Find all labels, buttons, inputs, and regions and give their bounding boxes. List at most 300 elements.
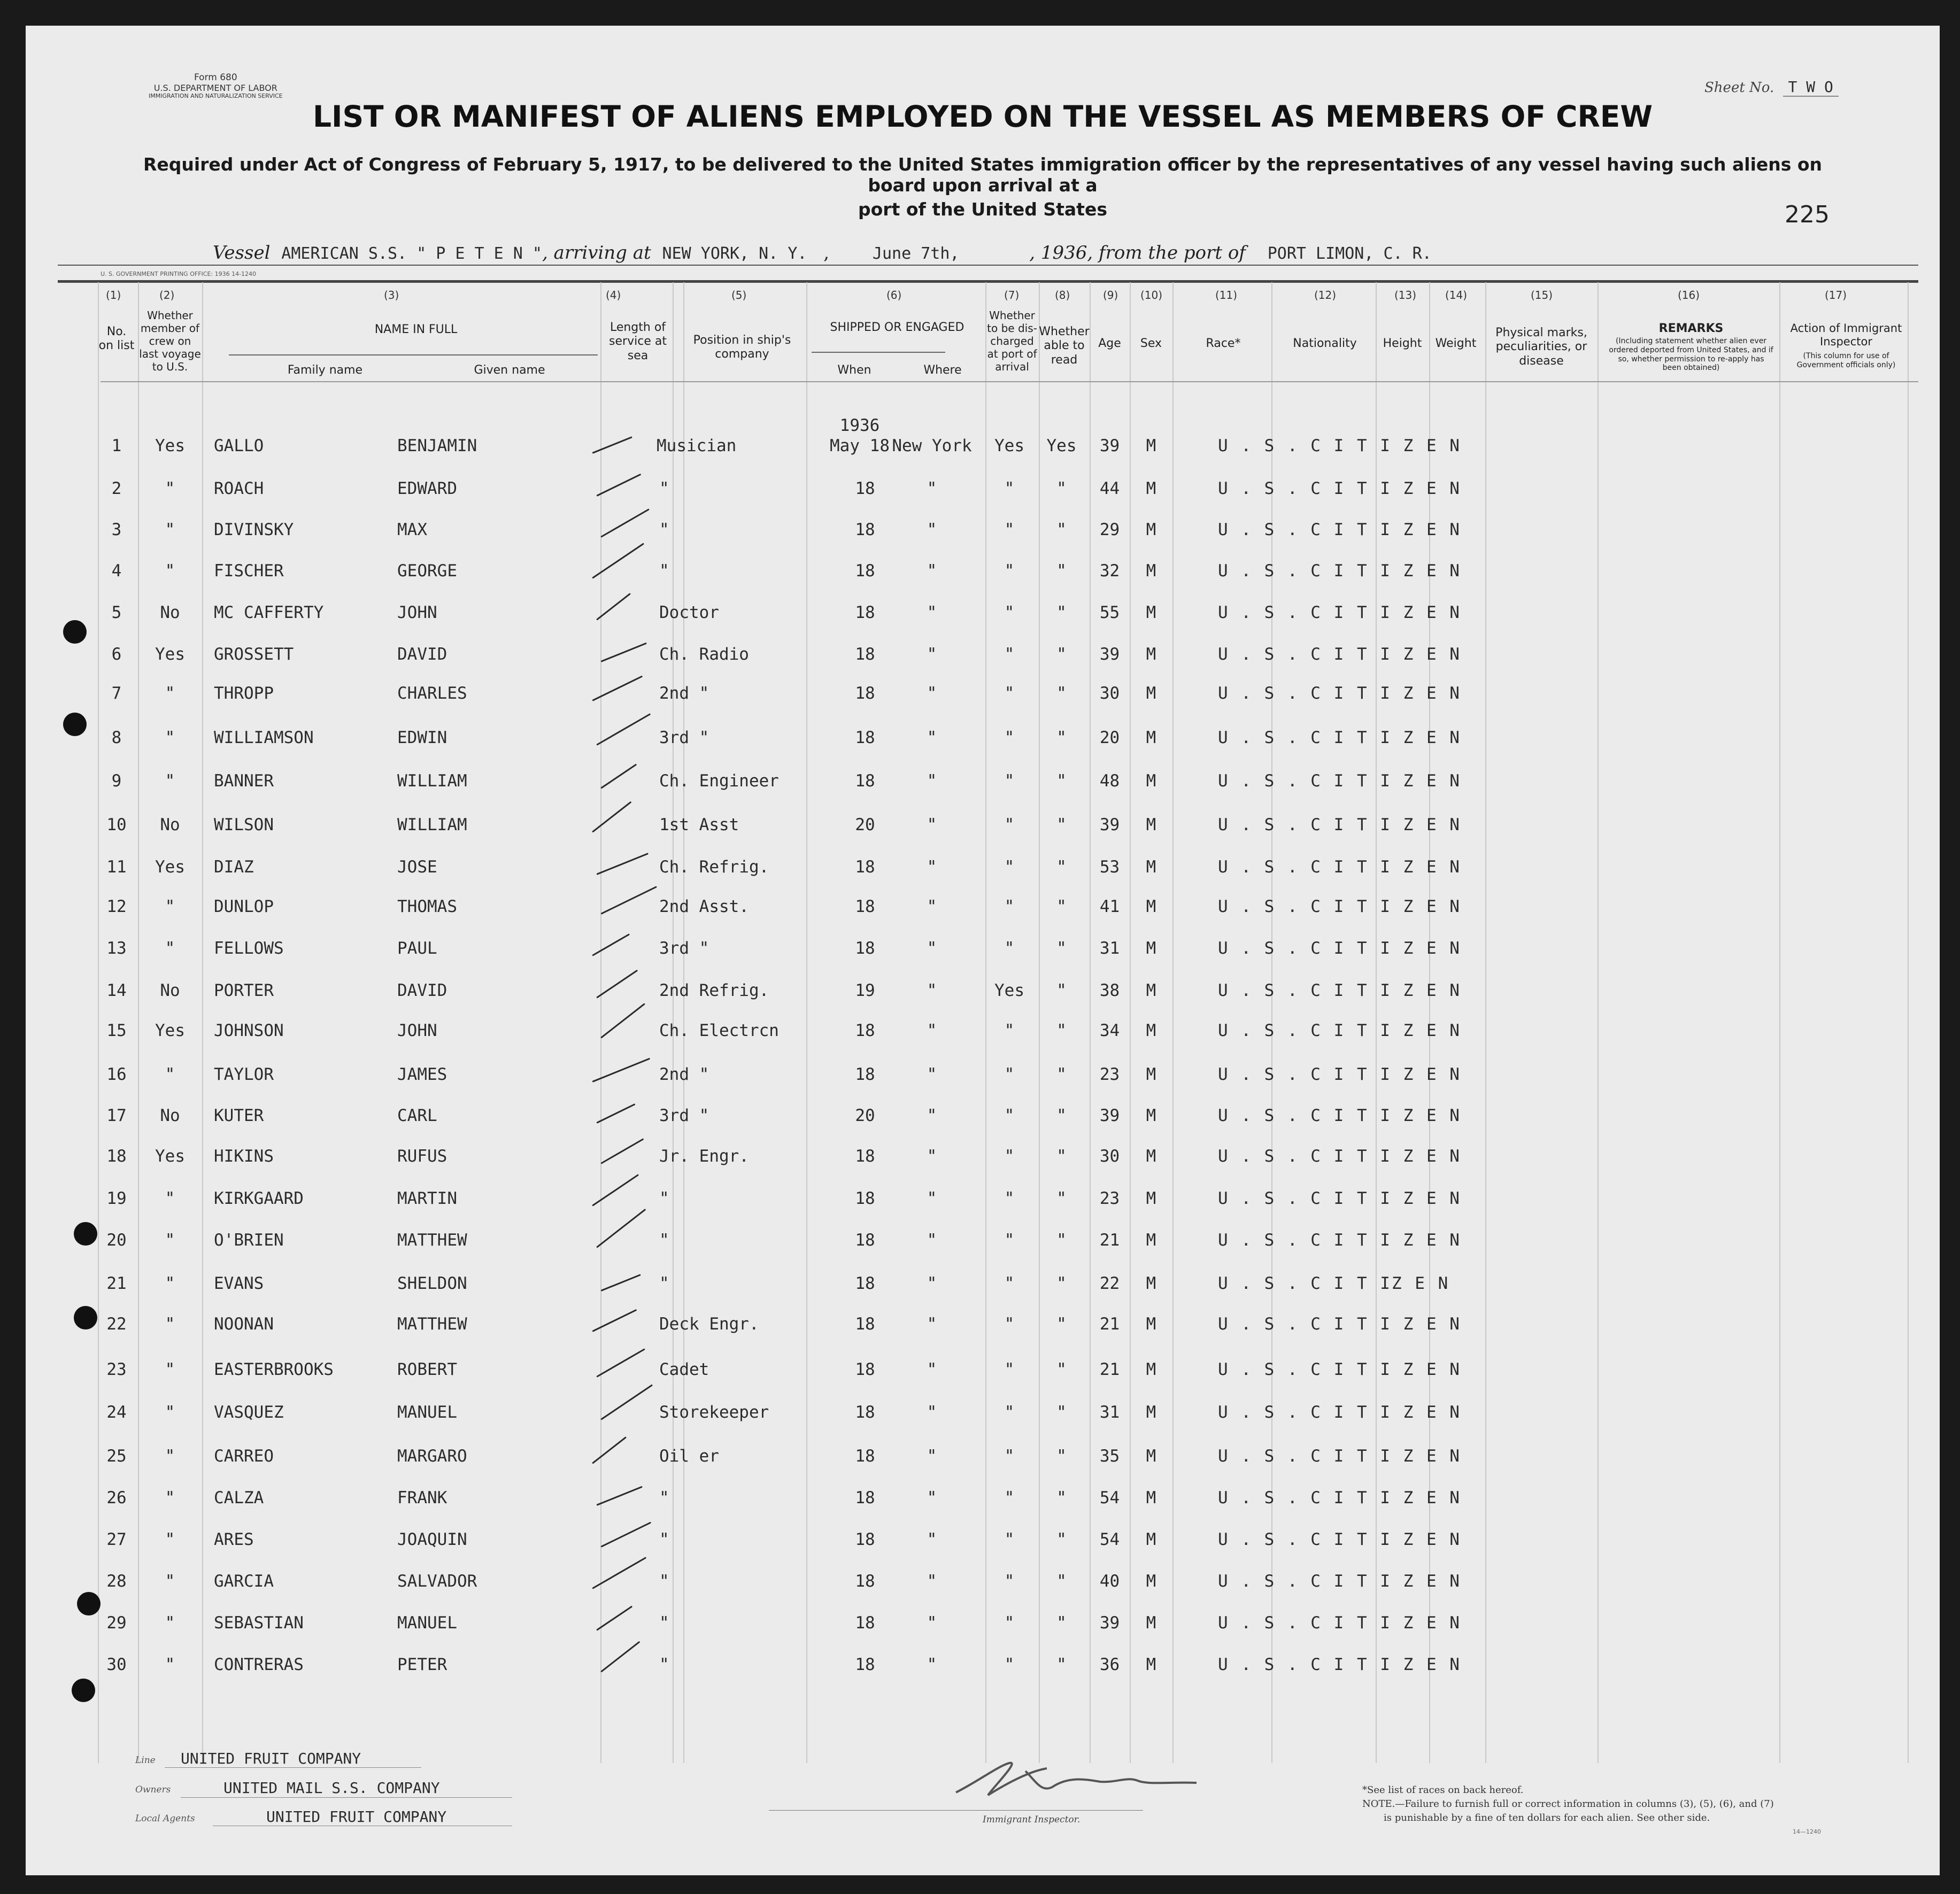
cell-sex: M: [1146, 981, 1156, 1000]
owners-label: Owners: [135, 1784, 171, 1795]
checkmark-icon: [596, 713, 651, 746]
cell-given: THOMAS: [397, 897, 457, 916]
cell-where: ": [927, 1655, 937, 1674]
column-divider: [1779, 282, 1780, 1763]
cell-prev: ": [165, 479, 175, 498]
cell-prev: Yes: [155, 436, 185, 455]
cell-where: ": [927, 1530, 937, 1549]
page-number: 225: [1785, 201, 1830, 228]
checkmark-icon: [596, 970, 638, 999]
cell-given: MARGARO: [397, 1447, 467, 1466]
col-4-number: (4): [606, 289, 621, 302]
cell-position: Oil er: [659, 1447, 719, 1466]
checkmark-icon: [600, 1138, 644, 1164]
cell-prev: ": [165, 1572, 175, 1591]
cell-position: ": [659, 1274, 669, 1293]
cell-given: FRANK: [397, 1488, 447, 1508]
cell-read: ": [1056, 815, 1067, 834]
cell-prev: ": [165, 1613, 175, 1633]
col-6-number: (6): [886, 289, 902, 302]
vessel-label: Vessel: [213, 242, 271, 264]
cell-when: 18: [855, 561, 875, 581]
column-divider: [1598, 282, 1599, 1763]
note-line-1: NOTE.—Failure to furnish full or correct information in columns (3), (5), (6), and (7): [1362, 1798, 1774, 1810]
cell-read: ": [1056, 1231, 1067, 1250]
cell-when: 18: [855, 1189, 875, 1208]
cell-read: ": [1056, 1315, 1067, 1334]
cell-disch: ": [1004, 815, 1015, 834]
cell-position: 3rd ": [659, 939, 709, 958]
cell-when: 18: [855, 1447, 875, 1466]
cell-when: 18: [855, 857, 875, 877]
cell-given: JOHN: [397, 603, 437, 622]
cell-no: 6: [111, 645, 122, 664]
cell-no: 14: [106, 981, 127, 1000]
col-13-label: Height: [1383, 337, 1422, 350]
cell-disch: ": [1004, 1613, 1015, 1633]
column-divider: [1908, 282, 1909, 1763]
cell-position: Ch. Electrcn: [659, 1021, 779, 1040]
cell-family: TAYLOR: [214, 1065, 274, 1084]
cell-family: GARCIA: [214, 1572, 274, 1591]
cell-family: SEBASTIAN: [214, 1613, 304, 1633]
cell-read: ": [1056, 1447, 1067, 1466]
cell-disch: ": [1004, 771, 1015, 791]
cell-sex: M: [1146, 728, 1156, 747]
cell-where: ": [927, 1315, 937, 1334]
cell-age: 36: [1099, 1655, 1120, 1674]
cell-given: JAMES: [397, 1065, 447, 1084]
binder-hole: [74, 1222, 97, 1246]
cell-no: 8: [111, 728, 122, 747]
cell-read: ": [1056, 1613, 1067, 1633]
cell-no: 16: [106, 1065, 127, 1084]
cell-prev: Yes: [155, 645, 185, 664]
cell-read: ": [1056, 1488, 1067, 1508]
year-value: 36: [1064, 242, 1087, 264]
cell-sex: M: [1146, 1065, 1156, 1084]
cell-disch: ": [1004, 897, 1015, 916]
cell-position: ": [659, 1655, 669, 1674]
cell-sex: M: [1146, 1403, 1156, 1422]
cell-given: PETER: [397, 1655, 447, 1674]
cell-family: CARREO: [214, 1447, 274, 1466]
checkmark-icon: [592, 1436, 627, 1464]
cell-disch: ": [1004, 1530, 1015, 1549]
cell-disch: ": [1004, 1572, 1015, 1591]
cell-age: 54: [1099, 1530, 1120, 1549]
cell-age: 23: [1099, 1189, 1120, 1208]
cell-age: 39: [1099, 1613, 1120, 1633]
cell-given: CARL: [397, 1106, 437, 1125]
cell-family: NOONAN: [214, 1315, 274, 1334]
inspector-label: Immigrant Inspector.: [983, 1814, 1081, 1825]
cell-family: ARES: [214, 1530, 254, 1549]
cell-where: ": [927, 897, 937, 916]
cell-position: ": [659, 1530, 669, 1549]
printer-note: U. S. GOVERNMENT PRINTING OFFICE: 1936 14-1240: [101, 270, 257, 277]
sheet-number: [1704, 78, 1839, 96]
cell-family: THROPP: [214, 684, 274, 703]
cell-given: WILLIAM: [397, 815, 467, 834]
cell-no: 5: [111, 603, 122, 622]
cell-given: WILLIAM: [397, 771, 467, 791]
year-above-rows: 1936: [839, 416, 880, 435]
cell-when: 19: [855, 981, 875, 1000]
cell-when: 18: [855, 645, 875, 664]
col-15-number: (15): [1531, 289, 1553, 302]
cell-given: JOSE: [397, 857, 437, 877]
cell-family: CALZA: [214, 1488, 264, 1508]
header-rule: [58, 280, 1918, 283]
date-value: June 7th,: [872, 244, 960, 263]
vessel-line: [213, 242, 1432, 264]
col-3-given-label: Given name: [474, 364, 545, 377]
cell-when: 18: [855, 1147, 875, 1166]
cell-age: 21: [1099, 1315, 1120, 1334]
col-16-sub: (Including statement whether alien ever ordered deported from United States, and if so, whether permission to re-apply has been obtained): [1609, 337, 1773, 373]
comma: ,: [823, 242, 830, 264]
cell-nationality: U . S . C I T I Z E N: [1218, 1021, 1461, 1040]
cell-where: ": [927, 1147, 937, 1166]
cell-when: 18: [855, 1530, 875, 1549]
cell-family: FISCHER: [214, 561, 284, 581]
col-11-number: (11): [1215, 289, 1238, 302]
col-15-label: Physical marks, peculiarities, or disease: [1495, 326, 1587, 368]
cell-nationality: U . S . C I T I Z E N: [1218, 1189, 1461, 1208]
header-bottom-rule: [101, 381, 1918, 382]
col-12-label: Nationality: [1293, 337, 1357, 350]
cell-family: WILLIAMSON: [214, 728, 314, 747]
checkmark-icon: [592, 801, 631, 833]
cell-where: ": [927, 684, 937, 703]
cell-disch: ": [1004, 857, 1015, 877]
cell-given: JOAQUIN: [397, 1530, 467, 1549]
cell-prev: ": [165, 1231, 175, 1250]
manifest-page: [26, 26, 1940, 1875]
col-6-where-label: Where: [923, 364, 962, 377]
cell-read: ": [1056, 479, 1067, 498]
cell-read: ": [1056, 1530, 1067, 1549]
cell-age: 39: [1099, 815, 1120, 834]
cell-nationality: U . S . C I T I Z E N: [1218, 1231, 1461, 1250]
cell-nationality: U . S . C I T I Z E N: [1218, 728, 1461, 747]
cell-prev: Yes: [155, 1021, 185, 1040]
cell-where: ": [927, 815, 937, 834]
cell-sex: M: [1146, 857, 1156, 877]
cell-prev: ": [165, 1403, 175, 1422]
cell-age: 34: [1099, 1021, 1120, 1040]
cell-family: GALLO: [214, 436, 264, 455]
cell-given: SHELDON: [397, 1274, 467, 1293]
cell-no: 29: [106, 1613, 127, 1633]
cell-read: ": [1056, 645, 1067, 664]
cell-read: ": [1056, 1655, 1067, 1674]
checkmark-icon: [600, 508, 650, 538]
cell-no: 2: [111, 479, 122, 498]
cell-sex: M: [1146, 603, 1156, 622]
cell-family: EVANS: [214, 1274, 264, 1293]
cell-family: DUNLOP: [214, 897, 274, 916]
cell-sex: M: [1146, 1189, 1156, 1208]
col-12-number: (12): [1314, 289, 1337, 302]
cell-age: 31: [1099, 1403, 1120, 1422]
cell-position: ": [659, 561, 669, 581]
column-divider: [1172, 282, 1174, 1763]
cell-where: ": [927, 1572, 937, 1591]
col-2-number: (2): [159, 289, 175, 302]
cell-sex: M: [1146, 1106, 1156, 1125]
from-label: , from the port of: [1087, 242, 1246, 264]
cell-disch: ": [1004, 1488, 1015, 1508]
cell-position: Ch. Radio: [659, 645, 749, 664]
cell-age: 23: [1099, 1065, 1120, 1084]
cell-prev: No: [160, 603, 180, 622]
cell-read: ": [1056, 1065, 1067, 1084]
cell-age: 38: [1099, 981, 1120, 1000]
cell-nationality: U . S . C I T I Z E N: [1218, 645, 1461, 664]
cell-no: 7: [111, 684, 122, 703]
line-underline: [165, 1767, 421, 1768]
cell-when: May 18: [830, 436, 890, 455]
cell-disch: ": [1004, 1147, 1015, 1166]
cell-nationality: U . S . C I T I Z E N: [1218, 1403, 1461, 1422]
col-3-family-label: Family name: [287, 364, 363, 377]
cell-sex: M: [1146, 1021, 1156, 1040]
cell-age: 21: [1099, 1360, 1120, 1379]
cell-read: ": [1056, 728, 1067, 747]
cell-disch: ": [1004, 561, 1015, 581]
cell-no: 27: [106, 1530, 127, 1549]
cell-disch: ": [1004, 728, 1015, 747]
cell-nationality: U . S . C I T I Z E N: [1218, 771, 1461, 791]
cell-disch: ": [1004, 1403, 1015, 1422]
cell-when: 18: [855, 771, 875, 791]
cell-sex: M: [1146, 520, 1156, 539]
cell-age: 55: [1099, 603, 1120, 622]
cell-where: ": [927, 771, 937, 791]
cell-no: 22: [106, 1315, 127, 1334]
cell-age: 20: [1099, 728, 1120, 747]
year-prefix: , 19: [1029, 242, 1064, 264]
cell-sex: M: [1146, 1147, 1156, 1166]
col-9-label: Age: [1098, 337, 1121, 350]
cell-family: DIVINSKY: [214, 520, 294, 539]
cell-given: PAUL: [397, 939, 437, 958]
checkmark-icon: [596, 474, 641, 497]
cell-prev: ": [165, 1530, 175, 1549]
cell-no: 18: [106, 1147, 127, 1166]
line-value: UNITED FRUIT COMPANY: [181, 1750, 361, 1767]
owners-underline: [181, 1797, 512, 1798]
cell-read: ": [1056, 520, 1067, 539]
checkmark-icon: [596, 1209, 646, 1248]
checkmark-icon: [592, 436, 632, 454]
col-5-label: Position in ship's company: [693, 334, 791, 361]
cell-position: Jr. Engr.: [659, 1147, 749, 1166]
col-17-sub: (This column for use of Government officials only): [1796, 352, 1896, 369]
checkmark-icon: [600, 764, 637, 789]
cell-disch: ": [1004, 1315, 1015, 1334]
cell-age: 40: [1099, 1572, 1120, 1591]
cell-no: 25: [106, 1447, 127, 1466]
cell-sex: M: [1146, 1231, 1156, 1250]
cell-sex: M: [1146, 1530, 1156, 1549]
col-7-label: Whether to be dis-charged at port of arrival: [987, 309, 1037, 373]
cell-nationality: U . S . C I T I Z E N: [1218, 1572, 1461, 1591]
cell-when: 18: [855, 603, 875, 622]
cell-position: ": [659, 1488, 669, 1508]
cell-read: ": [1056, 603, 1067, 622]
cell-given: BENJAMIN: [397, 436, 477, 455]
cell-prev: ": [165, 561, 175, 581]
cell-position: ": [659, 479, 669, 498]
cell-no: 3: [111, 520, 122, 539]
checkmark-icon: [600, 1641, 640, 1673]
cell-nationality: U . S . C I T I Z E N: [1218, 1315, 1461, 1334]
cell-given: SALVADOR: [397, 1572, 477, 1591]
cell-age: 30: [1099, 684, 1120, 703]
cell-position: 2nd ": [659, 1065, 709, 1084]
col-10-number: (10): [1140, 289, 1163, 302]
subtitle-line-2: port of the United States: [858, 199, 1107, 220]
cell-prev: ": [165, 1488, 175, 1508]
cell-prev: No: [160, 1106, 180, 1125]
cell-sex: M: [1146, 1315, 1156, 1334]
cell-no: 28: [106, 1572, 127, 1591]
col-1-label: No. on list: [98, 325, 135, 353]
cell-prev: ": [165, 1065, 175, 1084]
cell-position: 2nd Refrig.: [659, 981, 769, 1000]
checkmark-icon: [596, 1103, 635, 1124]
cell-family: DIAZ: [214, 857, 254, 877]
cell-when: 18: [855, 1231, 875, 1250]
cell-no: 15: [106, 1021, 127, 1040]
col-17-label: Action of Immigrant Inspector: [1790, 322, 1902, 349]
cell-nationality: U . S . C I T I Z E N: [1218, 1613, 1461, 1633]
cell-when: 18: [855, 684, 875, 703]
cell-given: ROBERT: [397, 1360, 457, 1379]
cell-position: Doctor: [659, 603, 719, 622]
checkmark-icon: [600, 1274, 641, 1292]
cell-disch: ": [1004, 1065, 1015, 1084]
cell-disch: ": [1004, 1274, 1015, 1293]
cell-where: ": [927, 1360, 937, 1379]
cell-family: KUTER: [214, 1106, 264, 1125]
cell-prev: ": [165, 728, 175, 747]
cell-age: 48: [1099, 771, 1120, 791]
cell-read: ": [1056, 1360, 1067, 1379]
cell-where: ": [927, 1488, 937, 1508]
cell-nationality: U . S . C I T I Z E N: [1218, 815, 1461, 834]
cell-nationality: U . S . C I T I Z E N: [1218, 684, 1461, 703]
cell-no: 12: [106, 897, 127, 916]
cell-sex: M: [1146, 684, 1156, 703]
cell-when: 18: [855, 1572, 875, 1591]
cell-no: 20: [106, 1231, 127, 1250]
checkmark-icon: [592, 676, 643, 701]
cell-read: ": [1056, 939, 1067, 958]
name-divider: [229, 354, 598, 355]
cell-sex: M: [1146, 815, 1156, 834]
cell-given: EDWARD: [397, 479, 457, 498]
cell-age: 54: [1099, 1488, 1120, 1508]
cell-where: ": [927, 561, 937, 581]
checkmark-icon: [600, 886, 657, 915]
cell-when: 18: [855, 1360, 875, 1379]
cell-nationality: U . S . C I T I Z E N: [1218, 1655, 1461, 1674]
cell-nationality: U . S . C I T I Z E N: [1218, 939, 1461, 958]
inspector-signature: [945, 1750, 1245, 1808]
cell-no: 26: [106, 1488, 127, 1508]
cell-prev: ": [165, 1447, 175, 1466]
cell-sex: M: [1146, 1488, 1156, 1508]
cell-where: ": [927, 1447, 937, 1466]
cell-family: JOHNSON: [214, 1021, 284, 1040]
vessel-underline: [58, 265, 1918, 266]
cell-family: KIRKGAARD: [214, 1189, 304, 1208]
cell-where: ": [927, 1403, 937, 1422]
col-10-label: Sex: [1140, 337, 1162, 350]
cell-where: ": [927, 645, 937, 664]
cell-read: ": [1056, 771, 1067, 791]
cell-age: 41: [1099, 897, 1120, 916]
cell-where: ": [927, 520, 937, 539]
cell-when: 18: [855, 1488, 875, 1508]
cell-prev: ": [165, 1274, 175, 1293]
cell-prev: ": [165, 1360, 175, 1379]
cell-position: ": [659, 1613, 669, 1633]
cell-no: 17: [106, 1106, 127, 1125]
sheet-value: T W O: [1783, 78, 1839, 97]
shipped-divider: [812, 352, 945, 353]
cell-read: ": [1056, 561, 1067, 581]
cell-family: BANNER: [214, 771, 274, 791]
cell-when: 20: [855, 815, 875, 834]
owners-value: UNITED MAIL S.S. COMPANY: [223, 1779, 440, 1797]
binder-hole: [63, 713, 87, 736]
cell-prev: Yes: [155, 857, 185, 877]
cell-where: ": [927, 479, 937, 498]
col-3-number: (3): [384, 289, 399, 302]
cell-given: EDWIN: [397, 728, 447, 747]
cell-nationality: U . S . C I T I Z E N: [1218, 1147, 1461, 1166]
cell-disch: ": [1004, 684, 1015, 703]
cell-sex: M: [1146, 436, 1156, 455]
cell-no: 1: [111, 436, 122, 455]
cell-age: 21: [1099, 1231, 1120, 1250]
cell-nationality: U . S . C I T I Z E N: [1218, 857, 1461, 877]
cell-prev: ": [165, 684, 175, 703]
cell-age: 53: [1099, 857, 1120, 877]
cell-nationality: U . S . C I T I Z E N: [1218, 436, 1461, 455]
cell-no: 21: [106, 1274, 127, 1293]
checkmark-icon: [592, 1309, 637, 1332]
inspector-line: [769, 1810, 1143, 1811]
cell-where: ": [927, 1065, 937, 1084]
col-16-label: REMARKS: [1658, 322, 1724, 335]
cell-nationality: U . S . C I T I Z E N: [1218, 603, 1461, 622]
cell-read: ": [1056, 1403, 1067, 1422]
col-16-number: (16): [1678, 289, 1700, 302]
col-3-label: NAME IN FULL: [374, 323, 458, 336]
cell-no: 23: [106, 1360, 127, 1379]
arriving-value: NEW YORK, N. Y.: [662, 244, 807, 263]
cell-age: 31: [1099, 939, 1120, 958]
cell-nationality: U . S . C I T I Z E N: [1218, 479, 1461, 498]
cell-when: 18: [855, 1065, 875, 1084]
checkmark-icon: [596, 1486, 642, 1506]
